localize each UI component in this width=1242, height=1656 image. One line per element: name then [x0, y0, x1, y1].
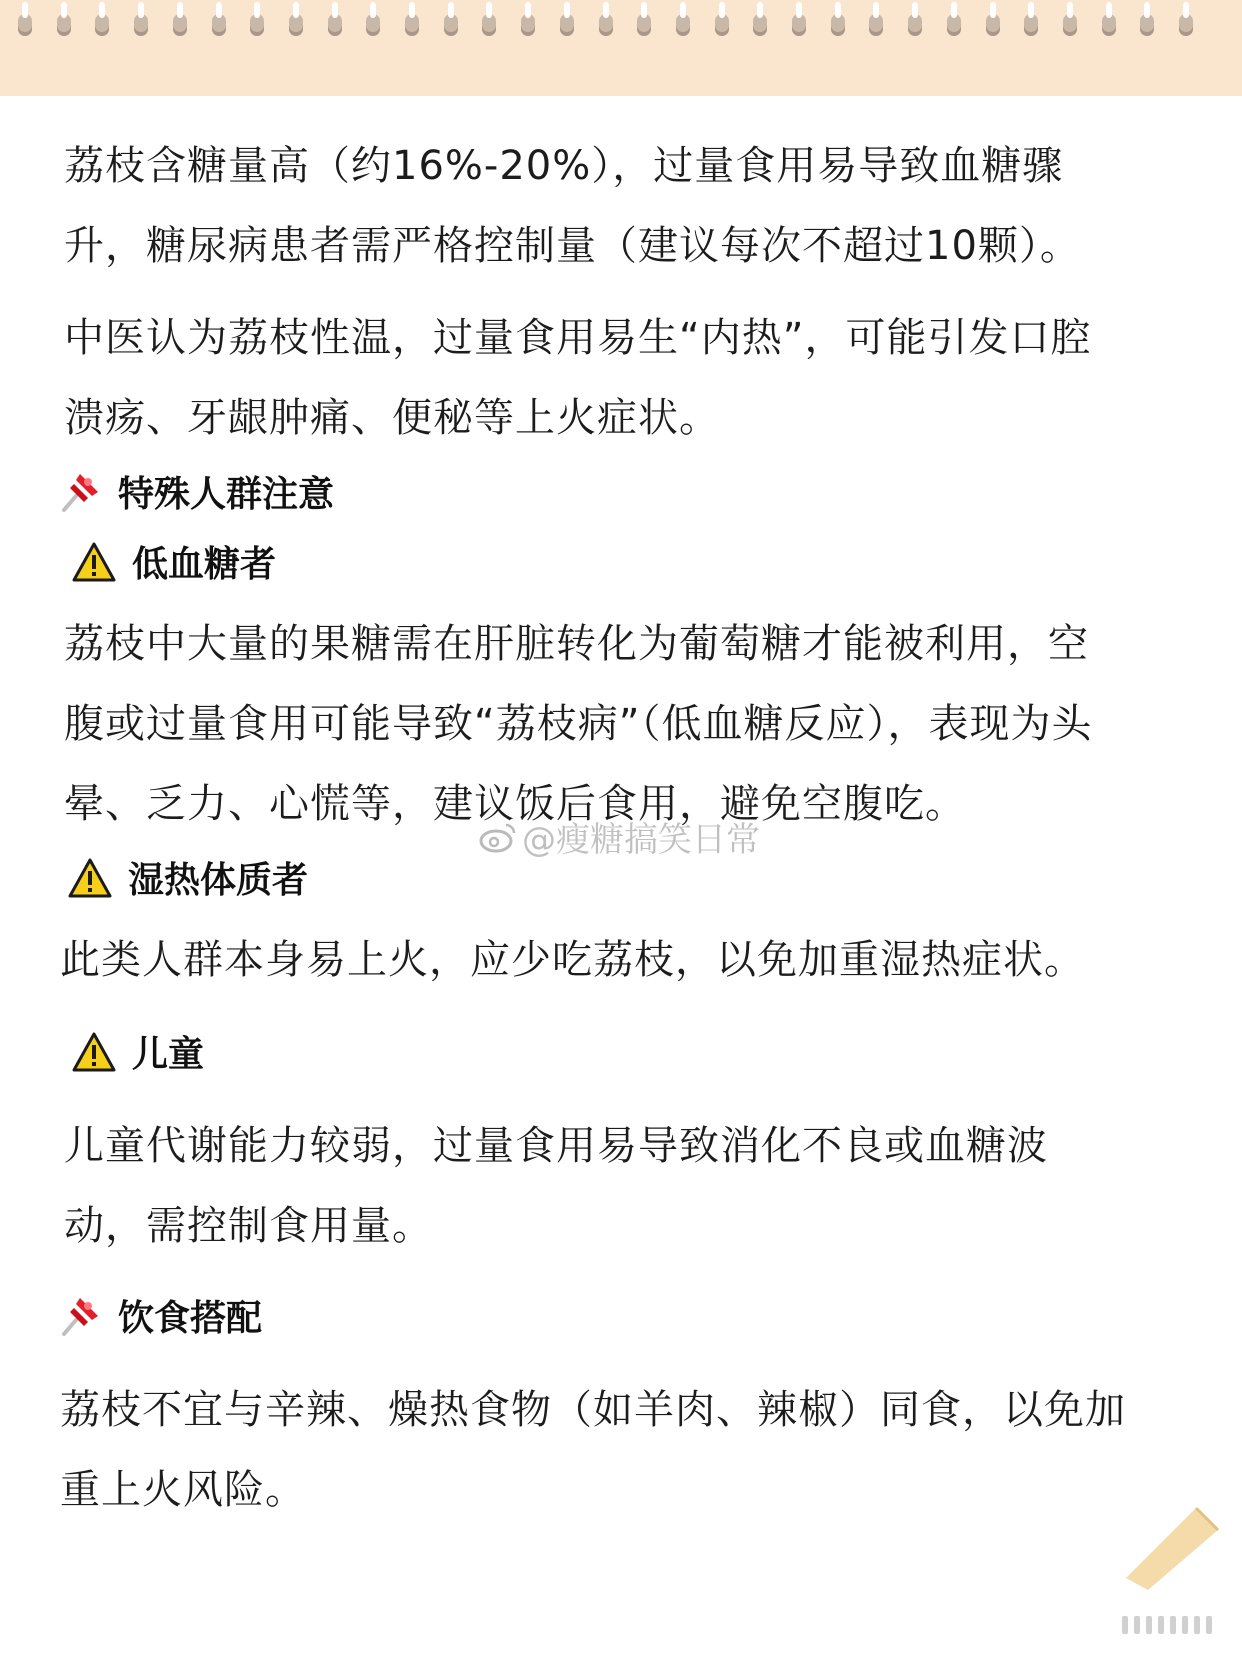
binding-ring [212, 14, 226, 36]
warning-icon [68, 856, 112, 900]
note-content [0, 96, 1242, 1656]
binding-ring [18, 14, 32, 36]
notebook-binding [0, 0, 1242, 96]
binding-ring [599, 14, 613, 36]
binding-ring [637, 14, 651, 36]
paragraph-tcm: 中医认为荔枝性温，过量食用易生“内热”，可能引发口腔溃疡、牙龈肿痛、便秘等上火症状。 [64, 315, 1092, 441]
warning-icon [72, 1030, 116, 1074]
binding-ring [1102, 14, 1116, 36]
binding-ring [444, 14, 458, 36]
group-text: 荔枝中大量的果糖需在肝脏转化为葡萄糖才能被利用，空腹或过量食用可能导致“荔枝病”（低血糖反应），表现为头晕、乏力、心慌等，建议饭后食用，避免空腹吃。 [64, 621, 1093, 827]
watermark [478, 812, 760, 861]
binding-ring [560, 14, 574, 36]
binding-ring [250, 14, 264, 36]
binding-ring [366, 14, 380, 36]
binding-ring [173, 14, 187, 36]
binding-ring [947, 14, 961, 36]
binding-ring [869, 14, 883, 36]
group-heading-hypoglycemia [72, 536, 276, 587]
binding-ring [792, 14, 806, 36]
watermark-text: @瘦糖搞笑日常 [522, 820, 760, 860]
binding-ring [134, 14, 148, 36]
group-text: 此类人群本身易上火，应少吃荔枝，以免加重湿热症状。 [60, 937, 1085, 983]
pushpin-icon [58, 470, 102, 514]
binding-ring [753, 14, 767, 36]
pushpin-icon [58, 1294, 102, 1338]
section-heading-diet [58, 1290, 262, 1341]
group-title: 湿热体质者 [128, 860, 309, 901]
binding-ring [521, 14, 535, 36]
weibo-icon [478, 821, 518, 853]
binding-ring [289, 14, 303, 36]
binding-ring [328, 14, 342, 36]
binding-ring [1179, 14, 1193, 36]
tape-decoration [1118, 1486, 1228, 1596]
binding-ring [482, 14, 496, 36]
group-title: 低血糖者 [132, 544, 277, 585]
section-heading-special [58, 466, 334, 517]
binding-ring [1024, 14, 1038, 36]
paragraph-diet: 荔枝不宜与辛辣、燥热食物（如羊肉、辣椒）同食，以免加重上火风险。 [60, 1387, 1126, 1513]
group-heading-children [72, 1026, 204, 1077]
binding-ring [986, 14, 1000, 36]
binding-ring [1140, 14, 1154, 36]
binding-ring [1063, 14, 1077, 36]
binding-ring [405, 14, 419, 36]
section-title: 特殊人群注意 [118, 474, 335, 515]
group-heading-damp-heat [68, 852, 308, 903]
binding-ring [908, 14, 922, 36]
binding-ring [831, 14, 845, 36]
warning-icon [72, 540, 116, 584]
group-title: 儿童 [132, 1034, 205, 1075]
binding-ring [715, 14, 729, 36]
binding-ring [676, 14, 690, 36]
corner-bars [1122, 1616, 1212, 1634]
binding-ring [57, 14, 71, 36]
group-text: 儿童代谢能力较弱，过量食用易导致消化不良或血糖波动，需控制食用量。 [64, 1123, 1048, 1249]
binding-ring [95, 14, 109, 36]
paragraph-sugar: 荔枝含糖量高（约16%-20%），过量食用易导致血糖骤升，糖尿病患者需严格控制量（建议每次不超过10颗）。 [64, 143, 1081, 269]
section-title: 饮食搭配 [118, 1298, 263, 1339]
